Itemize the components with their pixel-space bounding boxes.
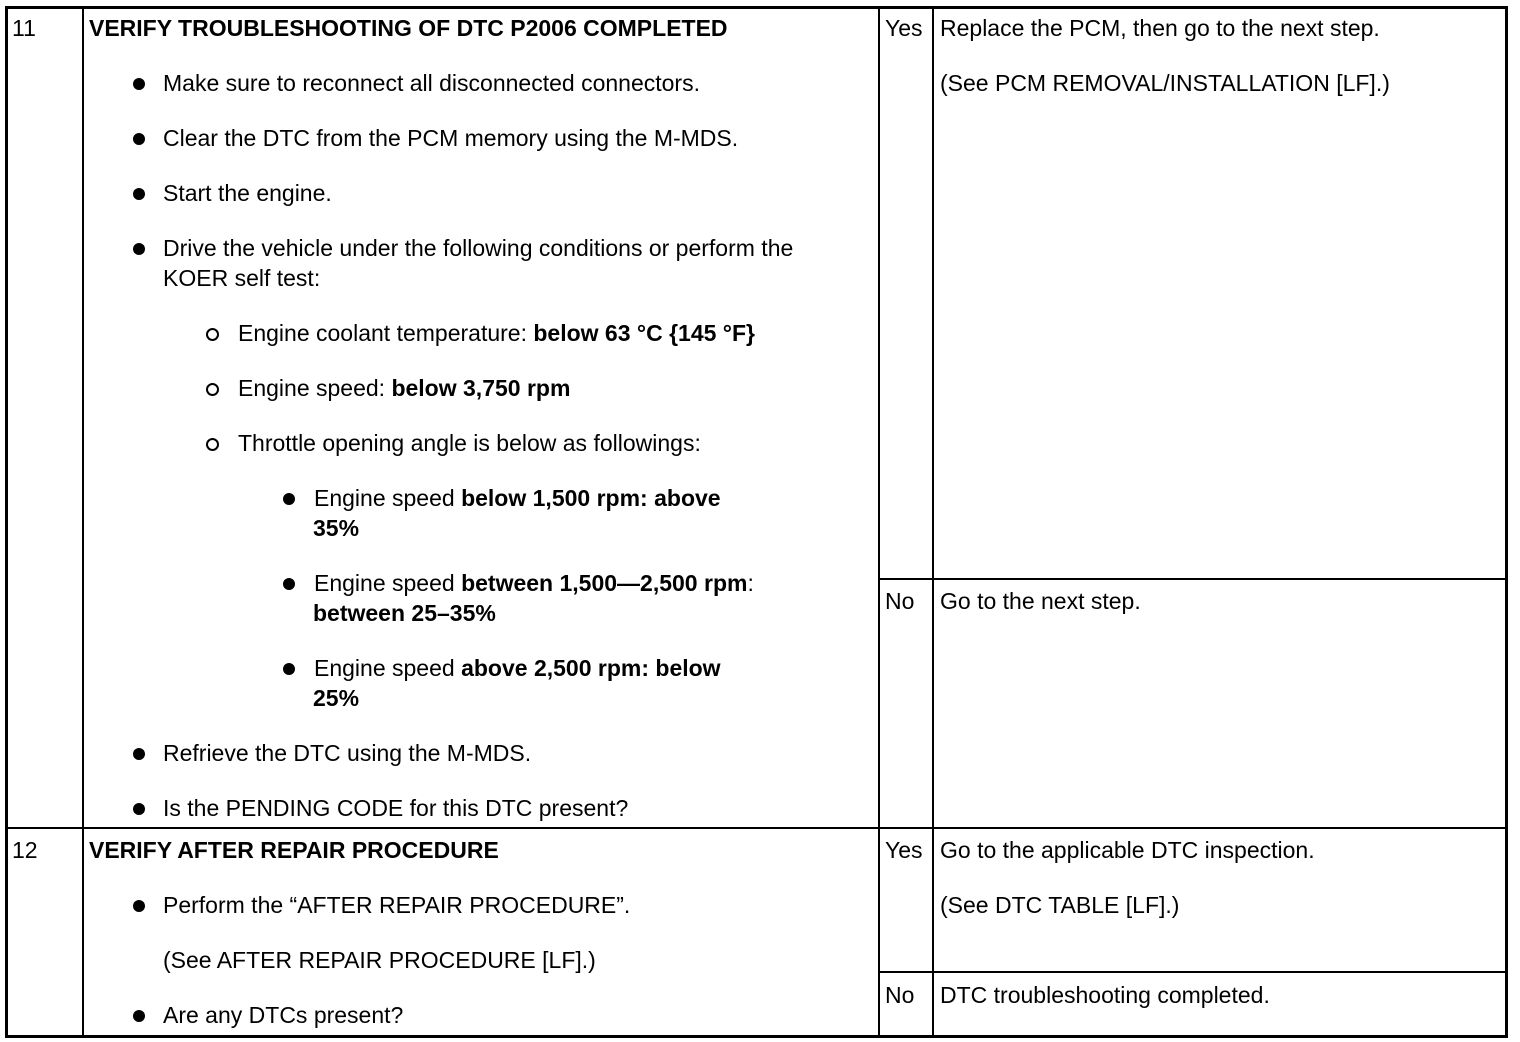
- sub-bullet-icon: [206, 438, 219, 451]
- bullet-icon: [133, 748, 145, 760]
- troubleshooting-table: [5, 6, 1508, 1038]
- throttle-item: Engine speed below 1,500 rpm: above: [314, 485, 721, 511]
- no-action: Go to the next step.: [940, 588, 1141, 614]
- bullet-icon: [133, 243, 145, 255]
- yes-label: Yes: [885, 837, 923, 863]
- sub-bullet-icon: [206, 328, 219, 341]
- throttle-item-continuation: between 25–35%: [313, 600, 496, 626]
- row-divider-12-yes-no: [879, 971, 1505, 973]
- step-title: VERIFY AFTER REPAIR PROCEDURE: [89, 837, 499, 863]
- column-divider-action: [878, 8, 880, 1035]
- no-label: No: [885, 982, 915, 1008]
- bullet-icon: [283, 578, 295, 590]
- column-divider-result: [932, 8, 934, 1035]
- list-item: Start the engine.: [163, 180, 332, 206]
- bullet-icon: [283, 493, 295, 505]
- list-item-continuation: KOER self test:: [163, 265, 321, 291]
- step-number: 12: [12, 837, 38, 863]
- list-item: Perform the “AFTER REPAIR PROCEDURE”.: [163, 892, 631, 918]
- yes-reference: (See PCM REMOVAL/INSTALLATION [LF].): [940, 70, 1390, 96]
- bullet-icon: [133, 188, 145, 200]
- bullet-icon: [133, 900, 145, 912]
- throttle-item-continuation: 35%: [313, 515, 360, 541]
- list-item: Clear the DTC from the PCM memory using the M-MDS.: [163, 125, 739, 151]
- condition-throttle: Throttle opening angle is below as followings:: [238, 430, 701, 456]
- sub-bullet-icon: [206, 383, 219, 396]
- throttle-item: Engine speed above 2,500 rpm: below: [314, 655, 721, 681]
- row-divider-11-12: [8, 827, 1505, 829]
- list-item: Drive the vehicle under the following conditions or perform the: [163, 235, 794, 261]
- bullet-icon: [133, 1010, 145, 1022]
- throttle-item-continuation: 25%: [313, 685, 360, 711]
- condition-coolant: Engine coolant temperature: below 63 °C {145 °F}: [238, 320, 756, 346]
- throttle-item: Engine speed between 1,500—2,500 rpm:: [314, 570, 754, 596]
- bullet-icon: [133, 803, 145, 815]
- condition-speed: Engine speed: below 3,750 rpm: [238, 375, 571, 401]
- bullet-icon: [133, 133, 145, 145]
- list-item: Are any DTCs present?: [163, 1002, 404, 1028]
- list-item: Is the PENDING CODE for this DTC present?: [163, 795, 629, 821]
- step-number: 11: [12, 15, 36, 41]
- yes-action: Replace the PCM, then go to the next step.: [940, 15, 1380, 41]
- list-item-reference: (See AFTER REPAIR PROCEDURE [LF].): [163, 947, 596, 973]
- yes-action: Go to the applicable DTC inspection.: [940, 837, 1315, 863]
- row-divider-11-yes-no: [879, 578, 1505, 580]
- list-item: Make sure to reconnect all disconnected connectors.: [163, 70, 700, 96]
- yes-label: Yes: [885, 15, 923, 41]
- yes-reference: (See DTC TABLE [LF].): [940, 892, 1180, 918]
- no-action: DTC troubleshooting completed.: [940, 982, 1270, 1008]
- no-label: No: [885, 588, 915, 614]
- list-item: Refrieve the DTC using the M-MDS.: [163, 740, 532, 766]
- step-title: VERIFY TROUBLESHOOTING OF DTC P2006 COMPLETED: [89, 15, 728, 41]
- column-divider-step: [82, 8, 84, 1035]
- bullet-icon: [133, 78, 145, 90]
- bullet-icon: [283, 663, 295, 675]
